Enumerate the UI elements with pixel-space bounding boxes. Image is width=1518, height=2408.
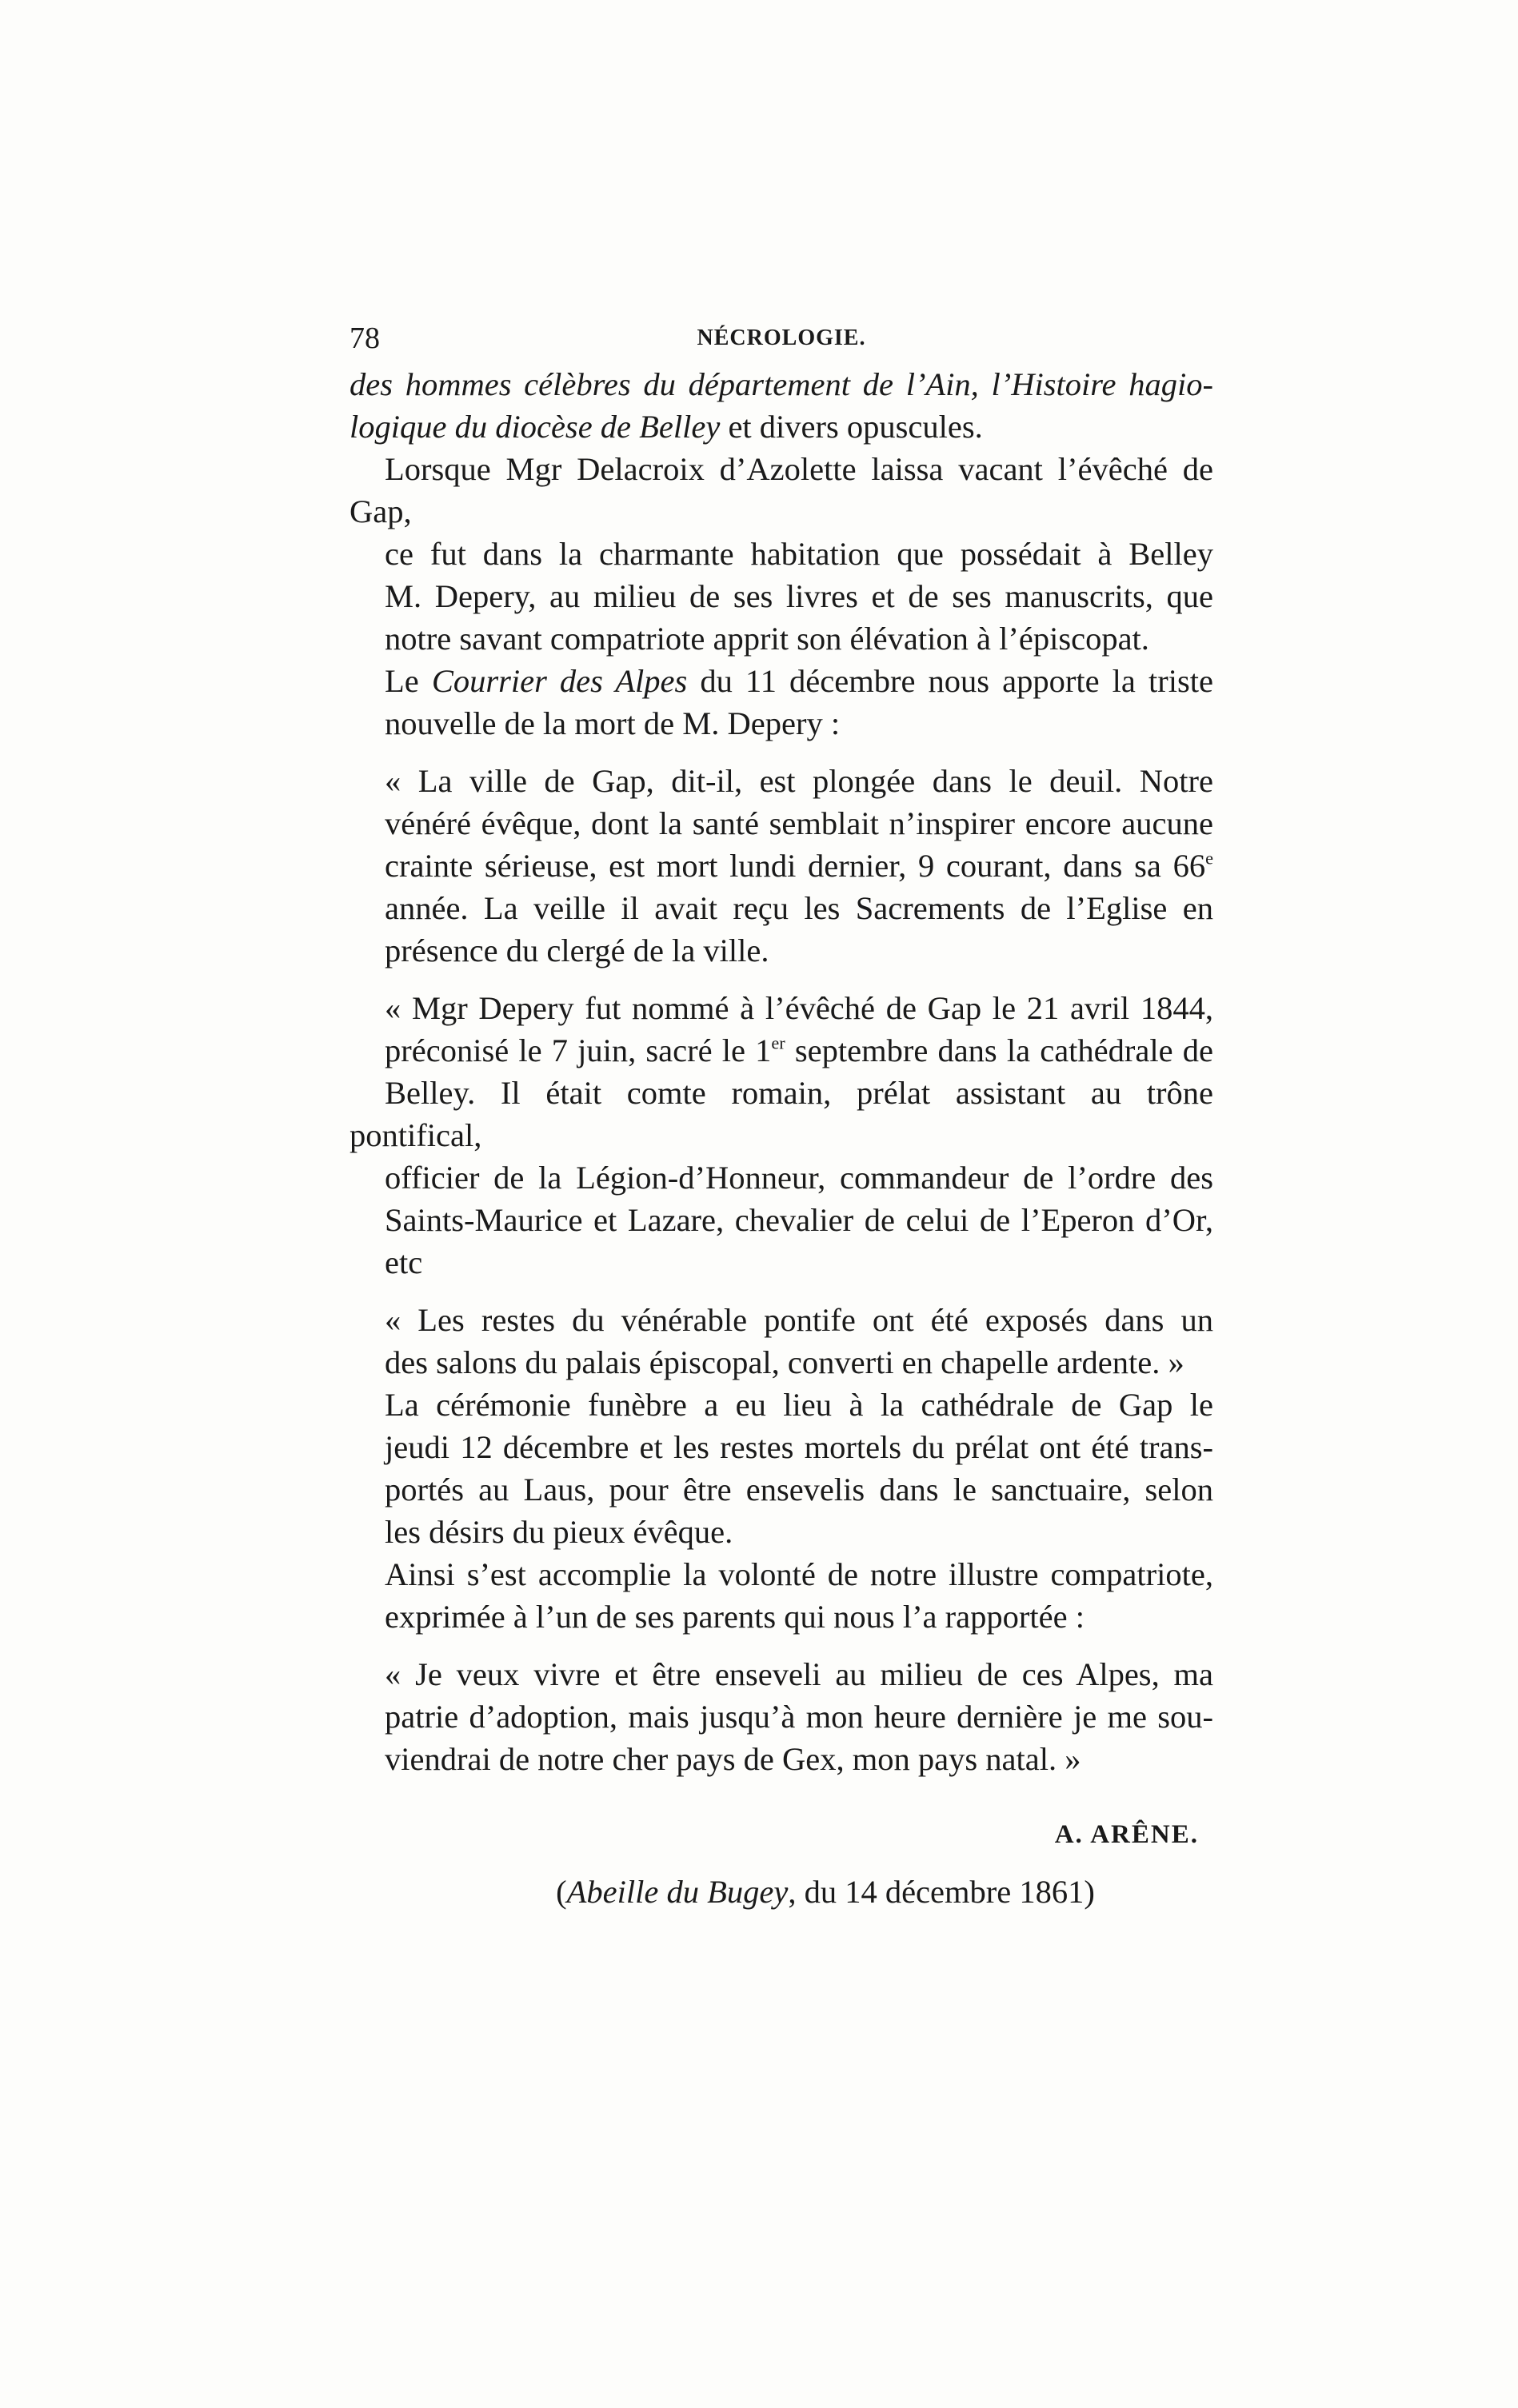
running-head: [350, 313, 1213, 363]
text-line: exprimée à l’un de ses parents qui nous l’a rapportée :: [385, 1599, 1085, 1635]
text-line: année. La veille il avait reçu les Sacrements de l’Eglise en: [385, 890, 1213, 926]
text-line: M. Depery, au milieu de ses livres et de ses manuscrits, que: [385, 578, 1213, 614]
text-line: préconisé le 7 juin, sacré le 1er septembre dans la cathédrale de: [385, 1032, 1213, 1068]
quote-4: [350, 1653, 1213, 1780]
text-line: [350, 363, 1213, 405]
text-line: Le Courrier des Alpes du 11 décembre nous apporte la triste: [385, 663, 1213, 699]
text-line: Belley. Il était comte romain, prélat assistant au trône pontifical,: [350, 1075, 1213, 1153]
text-line: viendrai de notre cher pays de Gex, mon pays natal. »: [385, 1741, 1081, 1777]
text-line: « Les restes du vénérable pontife ont été exposés dans un: [385, 1302, 1213, 1338]
italic-title: des hommes célèbres du département de l’Ain, l’Histoire hagio-: [350, 366, 1213, 402]
text-line: patrie d’adoption, mais jusqu’à mon heure dernière je me sou-: [385, 1699, 1213, 1735]
text-line: portés au Laus, pour être ensevelis dans le sanctuaire, selon: [385, 1472, 1213, 1507]
quote-2: [350, 987, 1213, 1284]
document-page: [350, 313, 1213, 1913]
text-line: logique du diocèse de Belley et divers opuscules.: [350, 409, 983, 445]
text-line: Lorsque Mgr Delacroix d’Azolette laissa vacant l’évêché de Gap,: [350, 451, 1213, 529]
text-line: « Je veux vivre et être enseveli au milieu de ces Alpes, ma: [385, 1656, 1213, 1692]
superscript: er: [771, 1032, 785, 1053]
journal-title: Courrier des Alpes: [431, 663, 688, 699]
text-line: ce fut dans la charmante habitation que possédait à Belley: [385, 536, 1213, 572]
text-line: etc: [385, 1244, 423, 1280]
text-line: notre savant compatriote apprit son élévation à l’épiscopat.: [385, 621, 1149, 657]
paragraph-4: [350, 1384, 1213, 1553]
quote-1: [350, 760, 1213, 972]
italic-title: logique du diocèse de Belley: [350, 409, 721, 445]
page-number: 78: [350, 321, 380, 355]
body-text: [350, 363, 1213, 1780]
text-line: présence du clergé de la ville.: [385, 932, 769, 968]
text-line: officier de la Légion-d’Honneur, commandeur de l’ordre des: [385, 1160, 1213, 1196]
text-line: des salons du palais épiscopal, converti en chapelle ardente. »: [385, 1344, 1184, 1380]
section-title: NÉCROLOGIE.: [697, 325, 866, 350]
newspaper-title: Abeille du Bugey: [566, 1874, 789, 1910]
text-line: crainte sérieuse, est mort lundi dernier, 9 courant, dans sa 66e: [385, 848, 1213, 884]
superscript: e: [1205, 848, 1213, 869]
quote-3: [350, 1299, 1213, 1384]
author-signature: A. ARÊNE.: [1054, 1820, 1199, 1849]
text-line: vénéré évêque, dont la santé semblait n’inspirer encore aucune: [385, 805, 1213, 841]
text-line: les désirs du pieux évêque.: [385, 1514, 733, 1550]
paragraph-5: [350, 1553, 1213, 1638]
text-line: La cérémonie funèbre a eu lieu à la cathédrale de Gap le: [385, 1387, 1213, 1423]
text-line: jeudi 12 décembre et les restes mortels du prélat ont été trans-: [385, 1429, 1213, 1465]
text-line: Ainsi s’est accomplie la volonté de notre illustre compatriote,: [385, 1556, 1213, 1592]
source-citation: (Abeille du Bugey, du 14 décembre 1861): [556, 1874, 1095, 1910]
paragraph-2: [350, 448, 1213, 660]
paragraph-1: [350, 363, 1213, 448]
text-line: nouvelle de la mort de M. Depery :: [385, 705, 841, 741]
paragraph-3: [350, 660, 1213, 745]
text-line: « Mgr Depery fut nommé à l’évêché de Gap le 21 avril 1844,: [385, 990, 1213, 1026]
text-line: Saints-Maurice et Lazare, chevalier de celui de l’Eperon d’Or,: [385, 1202, 1213, 1238]
text-line: « La ville de Gap, dit-il, est plongée dans le deuil. Notre: [385, 763, 1213, 799]
